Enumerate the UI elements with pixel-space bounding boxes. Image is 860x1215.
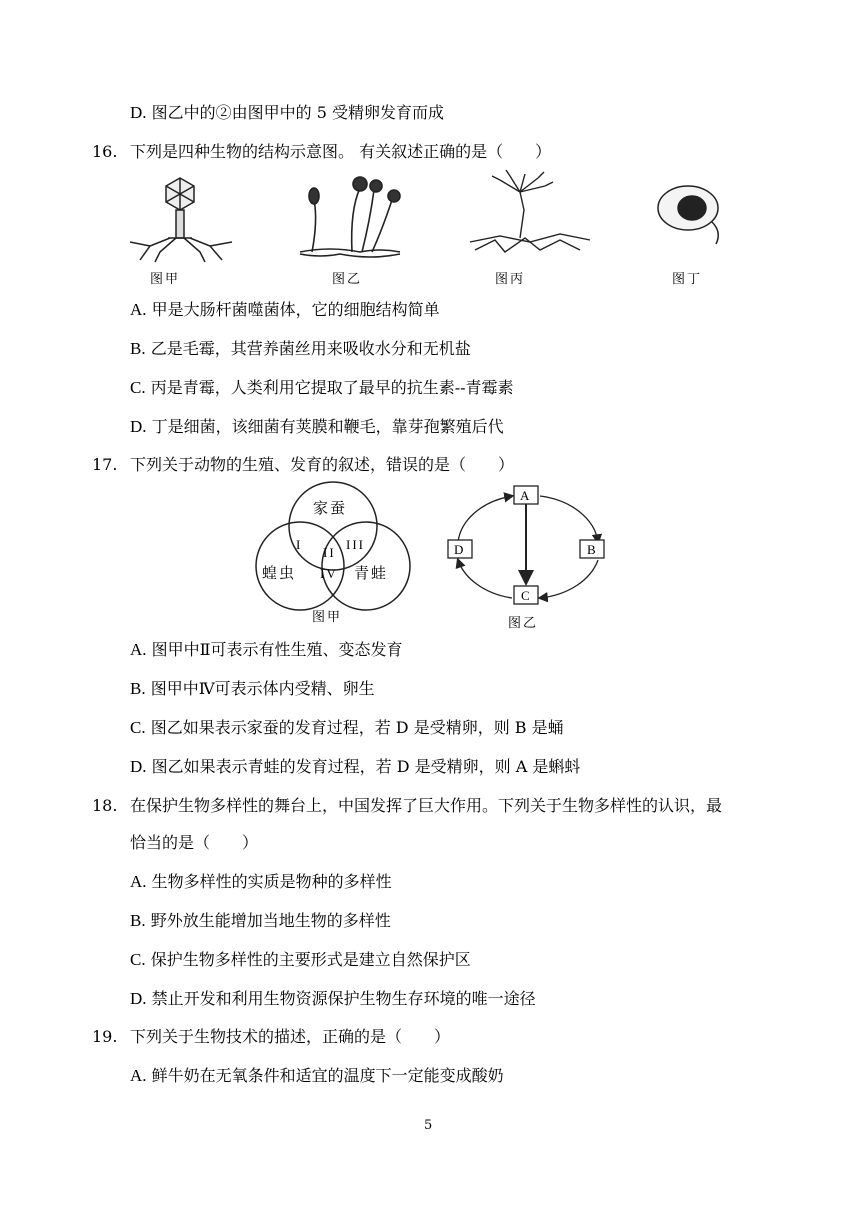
- venn-region-3: III: [346, 537, 365, 552]
- q17-option-a: [130, 640, 403, 660]
- option-label: B.: [130, 679, 146, 698]
- venn-region-4: IV: [320, 566, 338, 581]
- q16-option-d: [130, 417, 504, 437]
- option-text: 生物多样性的实质是物种的多样性: [151, 872, 392, 891]
- venn-region-2: II: [323, 545, 336, 560]
- fig16-label-jia: 图甲: [150, 272, 181, 287]
- venn-caption: 图甲: [312, 610, 343, 625]
- option-label: D.: [130, 417, 147, 436]
- venn-region-1: I: [296, 537, 303, 552]
- q16-option-a: [130, 300, 440, 320]
- question-text: 下列关于生物技术的描述，正确的是（ ）: [130, 1027, 451, 1046]
- option-label: A.: [130, 640, 147, 659]
- cycle-node-c: C: [521, 588, 532, 603]
- option-label: B.: [130, 911, 146, 930]
- option-text: 甲是大肠杆菌噬菌体，它的细胞结构简单: [151, 300, 440, 319]
- figure-16: [0, 170, 860, 290]
- question-text: 下列是四种生物的结构示意图。 有关叙述正确的是（ ）: [130, 142, 552, 161]
- option-label: B.: [130, 339, 146, 358]
- cycle-caption: 图乙: [508, 616, 539, 631]
- venn-label-silkworm: 家蚕: [313, 499, 348, 517]
- question-number: 16.: [92, 142, 118, 161]
- q18-option-c: [130, 950, 471, 970]
- option-text: 野外放生能增加当地生物的多样性: [150, 911, 391, 930]
- bacteriophage-drawing: [130, 178, 232, 262]
- question-number: 19.: [92, 1027, 118, 1046]
- option-text: 图乙如果表示青蛙的发育过程，若 D 是受精卵，则 A 是蝌蚪: [151, 757, 581, 776]
- venn-label-locust: 蝗虫: [262, 564, 297, 582]
- option-text: 鲜牛奶在无氧条件和适宜的温度下一定能变成酸奶: [151, 1066, 504, 1085]
- penicillium-drawing: [470, 170, 590, 252]
- option-text: 丁是细菌，该细菌有荚膜和鞭毛，靠芽孢繁殖后代: [151, 417, 504, 436]
- venn-label-frog: 青蛙: [354, 564, 389, 582]
- option-label: D.: [130, 757, 147, 776]
- q17-option-c: [130, 718, 564, 738]
- option-label: A.: [130, 1066, 147, 1085]
- fig16-label-ding: 图丁: [672, 272, 703, 287]
- option-text: 丙是青霉，人类利用它提取了最早的抗生素--青霉素: [150, 378, 514, 397]
- bacterium-drawing: [658, 186, 718, 244]
- option-text: 图乙如果表示家蚕的发育过程，若 D 是受精卵，则 B 是蛹: [150, 718, 564, 737]
- option-label: A.: [130, 872, 147, 891]
- question-text: 在保护生物多样性的舞台上，中国发挥了巨大作用。下列关于生物多样性的认识，最: [130, 796, 723, 815]
- q16-option-c: [130, 378, 514, 398]
- option-text: 保护生物多样性的主要形式是建立自然保护区: [150, 950, 471, 969]
- question-number: 17.: [92, 455, 118, 474]
- cycle-node-d: D: [454, 542, 466, 557]
- cycle-node-a: A: [520, 488, 532, 503]
- option-label: A.: [130, 300, 147, 319]
- question-18-continuation: 恰当的是（ ）: [130, 833, 259, 852]
- option-label: C.: [130, 718, 146, 737]
- q16-option-b: [130, 339, 471, 359]
- option-text: 图甲中Ⅳ可表示体内受精、卵生: [150, 679, 375, 698]
- page-number: 5: [424, 1118, 433, 1133]
- option-label: D.: [130, 103, 147, 122]
- question-number: 18.: [92, 796, 118, 815]
- q17-option-b: [130, 679, 375, 699]
- q18-option-a: [130, 872, 392, 892]
- q17-option-d: [130, 757, 580, 777]
- fig16-label-bing: 图丙: [495, 272, 526, 287]
- option-label: C.: [130, 950, 146, 969]
- option-text: 禁止开发和利用生物资源保护生物生存环境的唯一途径: [151, 989, 536, 1008]
- q18-option-d: [130, 989, 536, 1009]
- mucor-drawing: [300, 177, 400, 257]
- q15-option-d: [130, 103, 444, 123]
- question-text: 下列关于动物的生殖、发育的叙述，错误的是（ ）: [130, 455, 515, 474]
- option-label: C.: [130, 378, 146, 397]
- option-text: 图乙中的②由图甲中的 5 受精卵发育而成: [151, 103, 444, 122]
- q18-option-b: [130, 911, 391, 931]
- cycle-node-b: B: [587, 542, 598, 557]
- option-label: D.: [130, 989, 147, 1008]
- fig16-label-yi: 图乙: [332, 272, 363, 287]
- q19-option-a: [130, 1066, 504, 1086]
- option-text: 图甲中Ⅱ可表示有性生殖、变态发育: [151, 640, 403, 659]
- option-text: 乙是毛霉，其营养菌丝用来吸收水分和无机盐: [150, 339, 471, 358]
